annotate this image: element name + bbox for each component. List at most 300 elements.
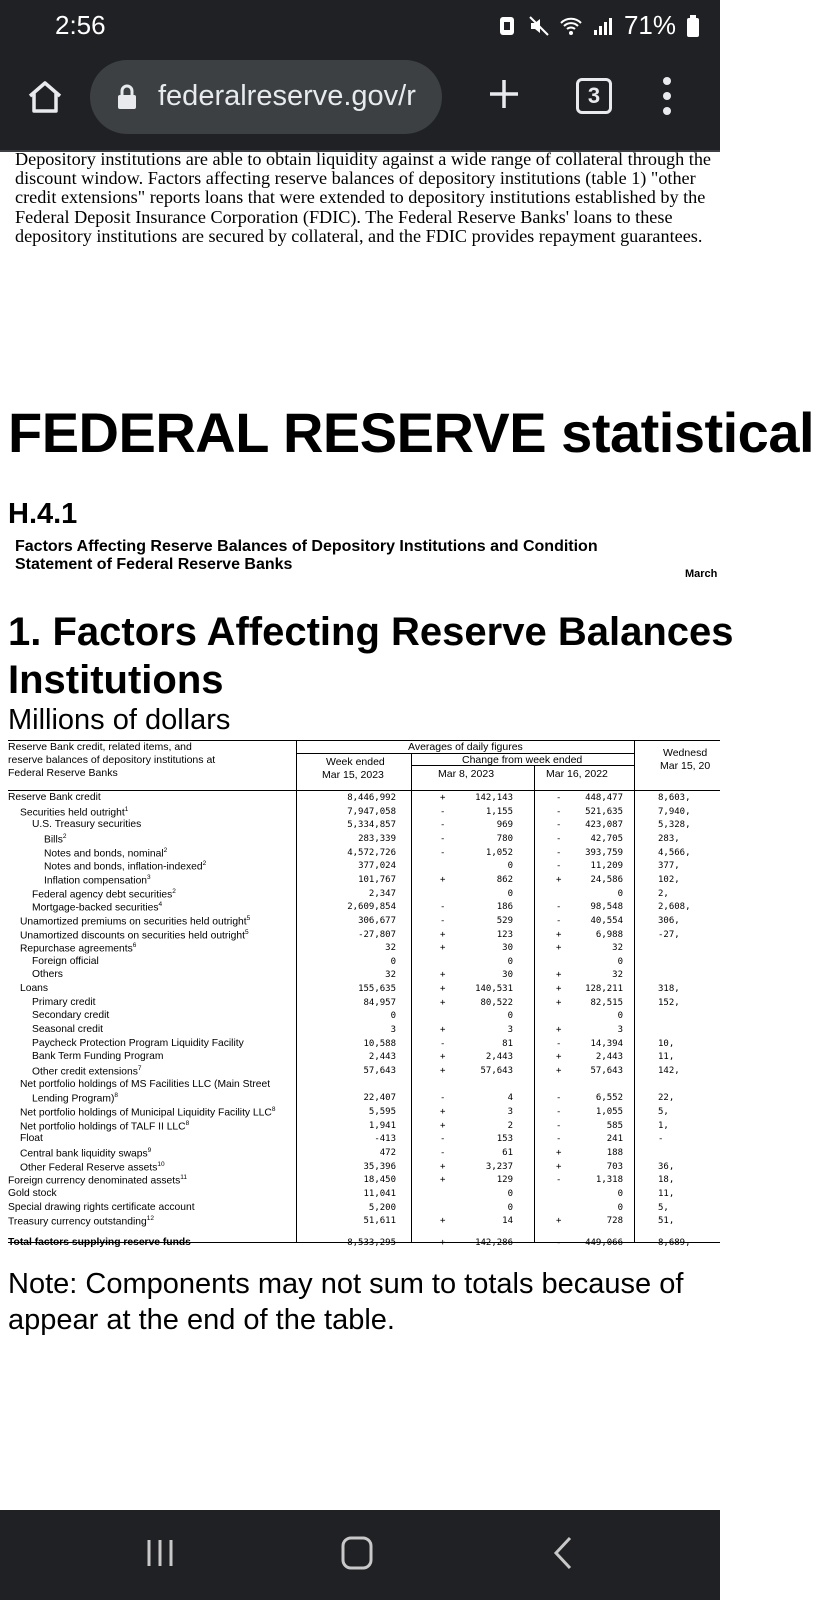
- footnote-marker: 1: [124, 805, 129, 813]
- cell-week-ended: 4,572,726: [347, 847, 396, 858]
- footnote-marker: 5: [246, 914, 251, 922]
- table-row: [8, 1038, 720, 1052]
- cell-week-ended: 3: [390, 1025, 396, 1036]
- cell-change-2: 423,087: [585, 820, 623, 831]
- table-row: [8, 1188, 720, 1202]
- cell-change-1: 0: [507, 1011, 513, 1022]
- cell-sign-change-1: +: [440, 874, 446, 885]
- table-title-line2: Institutions: [8, 658, 224, 702]
- cell-change-2: 24,586: [590, 874, 623, 885]
- cell-sign-change-2: -: [556, 833, 562, 844]
- cell-change-2: 1,318: [595, 1175, 623, 1186]
- more-menu-icon[interactable]: [660, 74, 674, 118]
- row-label: Others: [32, 969, 63, 981]
- cell-week-ended: 101,767: [358, 874, 396, 885]
- home-icon[interactable]: [26, 78, 64, 116]
- header-week-ended-date: Mar 15, 2023: [322, 769, 384, 781]
- row-label: Seasonal credit: [32, 1024, 103, 1036]
- cell-change-2: 448,477: [585, 793, 623, 803]
- cell-sign-change-1: -: [440, 902, 446, 913]
- cell-sign-change-2: +: [556, 1216, 562, 1227]
- cell-week-ended: 306,677: [358, 915, 396, 926]
- cell-week-ended: -413: [374, 1134, 396, 1145]
- cell-change-2: 32: [612, 970, 623, 981]
- cell-sign-change-1: -: [440, 847, 446, 858]
- cell-sign-change-1: -: [440, 833, 446, 844]
- table-row: [8, 915, 720, 929]
- release-title: Factors Affecting Reserve Balances of Depository Institutions and Condition Statement of Federal Reserve Banks: [15, 538, 598, 573]
- cell-sign-change-2: +: [556, 997, 562, 1008]
- status-time: 2:56: [55, 10, 106, 40]
- header-wednesday: Wednesd: [663, 747, 708, 759]
- cell-wednesday: 10,: [658, 1038, 675, 1049]
- cell-sign-change-1: -: [440, 1093, 446, 1104]
- cell-change-2: 57,643: [590, 1066, 623, 1076]
- table-row: [8, 997, 720, 1011]
- table-row: [8, 1106, 720, 1120]
- release-date: March: [685, 568, 718, 580]
- cell-wednesday: 18,: [658, 1175, 675, 1186]
- footnote-marker: 8: [271, 1105, 276, 1113]
- row-label: Net portfolio holdings of MS Facilities LLC (Main Street: [20, 1078, 271, 1090]
- cell-sign-change-2: -: [556, 1175, 562, 1186]
- cell-sign-change-1: +: [440, 1066, 446, 1076]
- header-change-date-2: Mar 16, 2022: [546, 768, 608, 780]
- cell-wednesday: 11,: [658, 1188, 675, 1199]
- cell-wednesday: 142,: [658, 1066, 680, 1076]
- cell-change-2: 1,055: [595, 1106, 623, 1117]
- table-row: [8, 929, 720, 943]
- cell-change-1: 153: [496, 1134, 513, 1145]
- cell-sign-change-1: +: [440, 929, 446, 940]
- row-label: Securities held outright$^1$: [20, 805, 129, 819]
- cell-week-ended: 5,334,857: [347, 820, 396, 831]
- signal-icon: [592, 15, 614, 37]
- table-title-line1: 1. Factors Affecting Reserve Balances: [8, 610, 734, 654]
- cell-change-1: 3,237: [485, 1161, 513, 1172]
- units-label: Millions of dollars: [8, 704, 231, 736]
- cell-wednesday: 8,689,: [658, 1237, 691, 1248]
- cell-wednesday: 2,608,: [658, 902, 691, 913]
- cell-sign-change-2: +: [556, 1066, 562, 1076]
- cell-sign-change-1: +: [440, 1237, 446, 1248]
- footnote-marker: 2: [163, 846, 168, 854]
- cell-change-1: 862: [496, 874, 513, 885]
- cell-week-ended: 2,443: [368, 1052, 396, 1063]
- cell-sign-change-2: -: [556, 861, 562, 872]
- cell-change-2: 98,548: [590, 902, 623, 913]
- header-averages: Averages of daily figures: [408, 741, 523, 753]
- footnote-marker: 6: [132, 942, 137, 950]
- row-label: Other credit extensions$^7$: [32, 1065, 142, 1078]
- cell-wednesday: 283,: [658, 833, 680, 844]
- table-row: [8, 969, 720, 983]
- cell-change-1: 30: [502, 970, 513, 981]
- cell-change-2: 6,552: [595, 1093, 623, 1104]
- cell-change-1: 186: [496, 902, 513, 913]
- table-row: [8, 1024, 720, 1038]
- cell-change-2: 40,554: [590, 915, 623, 926]
- back-icon[interactable]: [552, 1536, 574, 1570]
- cell-wednesday: 51,: [658, 1216, 675, 1227]
- cell-change-2: 6,988: [595, 929, 623, 940]
- row-label: Net portfolio holdings of Municipal Liquidity Facility LLC$^8$: [20, 1105, 276, 1119]
- cell-wednesday: 5,328,: [658, 820, 691, 831]
- footnote-marker: 7: [137, 1065, 142, 1072]
- header-change-date-1: Mar 8, 2023: [438, 768, 495, 780]
- row-label: Notes and bonds, nominal$^2$: [44, 846, 168, 860]
- cell-week-ended: 8,446,992: [347, 793, 396, 803]
- cell-change-2: 521,635: [585, 806, 623, 817]
- header-label-line3: Federal Reserve Banks: [8, 767, 118, 779]
- cell-week-ended: 84,957: [363, 997, 396, 1008]
- table-row: [8, 1079, 720, 1093]
- row-label: Bank Term Funding Program: [32, 1051, 164, 1063]
- cell-change-2: 42,705: [590, 833, 623, 844]
- row-label: Central bank liquidity swaps$^9$: [20, 1146, 152, 1160]
- cell-sign-change-2: +: [556, 970, 562, 981]
- cell-change-1: 14: [502, 1216, 513, 1227]
- cell-sign-change-1: +: [440, 1175, 446, 1186]
- cell-week-ended: 155,635: [358, 984, 396, 995]
- new-tab-icon[interactable]: [484, 74, 524, 114]
- release-id: H.4.1: [8, 498, 78, 530]
- wifi-icon: [560, 15, 582, 37]
- intro-paragraph: Depository institutions are able to obtain liquidity against a wide range of collateral through the discount window. Factors affecting reserve balances of depository institutions (table 1) "other credit extensions" reports loans that were extended to depository institutions established by the Federal Deposit Insurance Corporation (FDIC). The Federal Reserve Banks' loans to these depository institutions are secured by collateral, and the FDIC provides repayment guarantees.: [15, 149, 712, 246]
- cell-sign-change-1: +: [440, 970, 446, 981]
- cell-change-2: 449,066: [585, 1237, 623, 1248]
- cell-change-1: 142,286: [475, 1237, 513, 1248]
- row-label: Bills$^2$: [44, 832, 67, 846]
- footnote-marker: 3: [147, 873, 151, 881]
- table-row: [8, 1237, 720, 1251]
- cell-change-1: 0: [507, 888, 513, 899]
- cell-change-1: 2: [507, 1120, 513, 1131]
- cell-sign-change-1: +: [440, 1120, 446, 1131]
- cell-sign-change-2: -: [556, 820, 562, 831]
- cell-wednesday: 377,: [658, 861, 680, 872]
- cell-week-ended: 32: [385, 943, 396, 954]
- row-label: Federal agency debt securities$^2$: [32, 887, 176, 900]
- cell-change-2: 0: [617, 956, 623, 967]
- table-row: [8, 1161, 720, 1175]
- table-row: [8, 888, 720, 902]
- cell-sign-change-1: +: [440, 1052, 446, 1063]
- cell-wednesday: 8,603,: [658, 793, 691, 803]
- cell-change-2: 32: [612, 943, 623, 954]
- cell-sign-change-1: +: [440, 984, 446, 995]
- cell-change-1: 123: [496, 929, 513, 940]
- cell-sign-change-2: -: [556, 1134, 562, 1145]
- row-label: Gold stock: [8, 1187, 57, 1199]
- cell-wednesday: 7,940,: [658, 806, 691, 817]
- web-page: [0, 149, 814, 1510]
- cell-change-1: 3: [507, 1025, 513, 1036]
- table-row: [8, 901, 720, 915]
- cell-change-2: 703: [606, 1161, 623, 1172]
- cell-sign-change-2: +: [556, 984, 562, 995]
- row-label: Lending Program)$^8$: [32, 1092, 119, 1105]
- cell-sign-change-1: +: [440, 793, 446, 803]
- cell-wednesday: -: [658, 1134, 664, 1145]
- cell-sign-change-2: +: [556, 943, 562, 954]
- footnote-marker: 2: [62, 832, 67, 840]
- cell-sign-change-2: -: [556, 1038, 562, 1049]
- tab-switcher-button[interactable]: 3: [576, 78, 612, 114]
- row-label: Primary credit: [32, 996, 96, 1008]
- row-label: Special drawing rights certificate account: [8, 1201, 195, 1213]
- table-row: [8, 1051, 720, 1065]
- cell-sign-change-1: +: [440, 1106, 446, 1117]
- cell-week-ended: 10,588: [363, 1038, 396, 1049]
- footnote-marker: 8: [185, 1119, 190, 1127]
- row-label: Mortgage-backed securities$^4$: [32, 901, 163, 914]
- cell-wednesday: -27,: [658, 929, 680, 940]
- header-label-line2: reserve balances of depository institutions at: [8, 754, 216, 766]
- cell-wednesday: 152,: [658, 997, 680, 1008]
- cell-wednesday: 5,: [658, 1106, 669, 1117]
- cell-sign-change-2: -: [556, 793, 562, 803]
- cell-change-2: 3: [617, 1025, 623, 1036]
- cell-change-2: 393,759: [585, 847, 623, 858]
- cell-change-1: 140,531: [475, 984, 513, 995]
- cell-week-ended: 5,595: [368, 1106, 396, 1117]
- cell-change-1: 142,143: [475, 793, 513, 803]
- footnote-marker: 12: [146, 1215, 154, 1223]
- cell-sign-change-1: +: [440, 943, 446, 954]
- cell-wednesday: 318,: [658, 984, 680, 995]
- cell-change-2: 82,515: [590, 997, 623, 1008]
- cell-sign-change-2: +: [556, 874, 562, 885]
- cell-sign-change-1: +: [440, 997, 446, 1008]
- cell-sign-change-1: -: [440, 1134, 446, 1145]
- cell-change-1: 4: [507, 1093, 513, 1104]
- recents-icon[interactable]: [146, 1538, 174, 1568]
- cell-week-ended: 8,533,295: [347, 1237, 396, 1248]
- url-text[interactable]: federalreserve.gov/r: [158, 80, 416, 112]
- cell-change-1: 0: [507, 956, 513, 967]
- cell-wednesday: 4,566,: [658, 847, 691, 858]
- cell-sign-change-1: +: [440, 1216, 446, 1227]
- notification-icon: [496, 15, 518, 37]
- system-nav-bar: [0, 1510, 720, 1600]
- status-bar: [0, 0, 720, 52]
- cell-change-2: 585: [606, 1120, 623, 1131]
- cell-week-ended: 18,450: [363, 1175, 396, 1186]
- table-row: [8, 792, 720, 806]
- cell-change-1: 30: [502, 943, 513, 954]
- table-row: [8, 956, 720, 970]
- cell-sign-change-2: -: [556, 902, 562, 913]
- cell-change-1: 780: [496, 833, 513, 844]
- table-row: [8, 942, 720, 956]
- cell-week-ended: 51,611: [363, 1216, 396, 1227]
- table-row: [8, 1174, 720, 1188]
- table-row: [8, 874, 720, 888]
- cell-week-ended: 5,200: [368, 1202, 396, 1213]
- table-row: [8, 833, 720, 847]
- lock-icon: [116, 84, 138, 110]
- cell-wednesday: 1,: [658, 1120, 669, 1131]
- cell-change-2: 0: [617, 1202, 623, 1213]
- cell-sign-change-1: +: [440, 1161, 446, 1172]
- cell-sign-change-1: -: [440, 806, 446, 817]
- cell-sign-change-1: +: [440, 1025, 446, 1036]
- cell-change-1: 3: [507, 1106, 513, 1117]
- row-label: Unamortized premiums on securities held outright$^5$: [20, 914, 251, 928]
- cell-sign-change-1: -: [440, 820, 446, 831]
- table-row: [8, 1147, 720, 1161]
- cell-week-ended: 11,041: [363, 1188, 396, 1199]
- footnote-marker: 2: [202, 860, 207, 868]
- cell-change-1: 1,155: [485, 806, 513, 817]
- cell-change-1: 61: [502, 1147, 513, 1158]
- home-nav-icon[interactable]: [341, 1536, 373, 1570]
- cell-sign-change-2: -: [556, 806, 562, 817]
- cell-sign-change-2: -: [556, 1093, 562, 1104]
- table-row: [8, 983, 720, 997]
- cell-change-1: 1,052: [485, 847, 513, 858]
- header-wednesday-date: Mar 15, 20: [660, 760, 711, 772]
- cell-sign-change-2: +: [556, 1025, 562, 1036]
- cell-wednesday: 22,: [658, 1093, 675, 1104]
- row-label: Foreign currency denominated assets$^{11}$: [8, 1174, 188, 1187]
- cell-change-2: 188: [606, 1147, 623, 1158]
- cell-change-2: 128,211: [585, 984, 623, 995]
- cell-change-1: 969: [496, 820, 513, 831]
- cell-sign-change-2: -: [556, 1120, 562, 1131]
- battery-percent: 71%: [623, 10, 676, 40]
- row-label: Treasury currency outstanding$^{12}$: [8, 1215, 154, 1228]
- header-bottom-rule: [8, 790, 720, 791]
- cell-change-2: 0: [617, 1011, 623, 1022]
- cell-sign-change-2: +: [556, 1161, 562, 1172]
- table-row: [8, 1010, 720, 1024]
- row-label: Total factors supplying reserve funds: [8, 1236, 191, 1248]
- footnote-marker: 10: [157, 1160, 165, 1168]
- cell-change-2: 11,209: [590, 861, 623, 872]
- footnote-marker: 4: [158, 901, 163, 909]
- row-label: Loans: [20, 983, 49, 995]
- cell-week-ended: 7,947,058: [347, 806, 396, 817]
- cell-change-1: 2,443: [485, 1052, 513, 1063]
- note-line2: appear at the end of the table.: [8, 1304, 395, 1336]
- battery-icon: [686, 15, 700, 37]
- footnote-marker: 2: [172, 887, 176, 895]
- row-label: Repurchase agreements$^6$: [20, 942, 137, 955]
- table-note: [8, 1266, 683, 1338]
- cell-week-ended: 22,407: [363, 1093, 396, 1104]
- cell-change-1: 81: [502, 1038, 513, 1049]
- cell-week-ended: 283,339: [358, 833, 396, 844]
- row-label: Reserve Bank credit: [8, 792, 101, 803]
- cell-week-ended: 377,024: [358, 861, 396, 872]
- row-label: Other Federal Reserve assets$^{10}$: [20, 1160, 165, 1173]
- cell-week-ended: 1,941: [368, 1120, 396, 1131]
- cell-sign-change-1: -: [440, 1147, 446, 1158]
- table-row: [8, 1202, 720, 1216]
- table-row: [8, 860, 720, 874]
- row-label: U.S. Treasury securities: [32, 819, 142, 831]
- cell-week-ended: -27,807: [358, 929, 396, 940]
- cell-change-2: 241: [606, 1134, 623, 1145]
- cell-change-2: 728: [606, 1216, 623, 1227]
- table-row: [8, 847, 720, 861]
- header-week-ended: Week ended: [326, 756, 385, 768]
- row-label: Inflation compensation$^3$: [44, 873, 151, 887]
- cell-sign-change-2: -: [556, 847, 562, 858]
- row-label: Notes and bonds, inflation-indexed$^2$: [44, 860, 207, 873]
- row-label: Net portfolio holdings of TALF II LLC$^8$: [20, 1119, 190, 1133]
- row-label: Paycheck Protection Program Liquidity Facility: [32, 1037, 244, 1049]
- cell-sign-change-2: +: [556, 1052, 562, 1063]
- cell-sign-change-2: -: [556, 1237, 562, 1248]
- cell-wednesday: 102,: [658, 874, 680, 885]
- page-headline: FEDERAL RESERVE statistical: [8, 401, 814, 464]
- cell-change-1: 129: [496, 1175, 513, 1186]
- row-label: Secondary credit: [32, 1010, 110, 1022]
- cell-change-1: 0: [507, 861, 513, 872]
- address-bar[interactable]: [90, 60, 442, 134]
- table-row: [8, 819, 720, 833]
- cell-change-1: 0: [507, 1202, 513, 1213]
- cell-week-ended: 32: [385, 970, 396, 981]
- row-label: Foreign official: [32, 955, 99, 967]
- cell-change-2: 14,394: [590, 1038, 623, 1049]
- cell-change-2: 0: [617, 888, 623, 899]
- mute-icon: [528, 15, 550, 37]
- cell-change-1: 80,522: [480, 997, 513, 1008]
- footnote-marker: 8: [114, 1092, 119, 1100]
- cell-sign-change-1: -: [440, 915, 446, 926]
- cell-wednesday: 5,: [658, 1202, 669, 1213]
- cell-week-ended: 0: [390, 1011, 396, 1022]
- cell-change-2: 0: [617, 1188, 623, 1199]
- cell-change-2: 2,443: [595, 1052, 623, 1063]
- table-row: [8, 806, 720, 820]
- footnote-marker: 5: [244, 928, 249, 936]
- cell-change-1: 529: [496, 915, 513, 926]
- table-row: [8, 1065, 720, 1079]
- note-line1: Note: Components may not sum to totals because of: [8, 1268, 684, 1300]
- cell-week-ended: 2,347: [368, 888, 396, 899]
- browser-toolbar: [0, 52, 720, 152]
- cell-change-1: 57,643: [480, 1066, 513, 1076]
- cell-sign-change-2: +: [556, 1147, 562, 1158]
- table-row: [8, 1092, 720, 1106]
- cell-sign-change-2: +: [556, 929, 562, 940]
- cell-week-ended: 35,396: [363, 1161, 396, 1172]
- cell-wednesday: 36,: [658, 1161, 675, 1172]
- table-row: [8, 1120, 720, 1134]
- cell-change-1: 0: [507, 1188, 513, 1199]
- cell-wednesday: 11,: [658, 1052, 675, 1063]
- header-change-from: Change from week ended: [462, 754, 583, 766]
- cell-week-ended: 57,643: [363, 1066, 396, 1076]
- header-label-line1: Reserve Bank credit, related items, and: [8, 741, 192, 753]
- cell-wednesday: 2,: [658, 888, 669, 899]
- cell-week-ended: 472: [379, 1147, 396, 1158]
- table-row: [8, 1215, 720, 1229]
- cell-wednesday: 306,: [658, 915, 680, 926]
- footnote-marker: 11: [180, 1174, 188, 1182]
- cell-sign-change-2: -: [556, 1106, 562, 1117]
- table-row: [8, 1133, 720, 1147]
- row-label: Unamortized discounts on securities held outright$^5$: [20, 928, 249, 941]
- row-label: Float: [20, 1133, 43, 1145]
- table-title: [8, 608, 734, 704]
- cell-sign-change-1: -: [440, 1038, 446, 1049]
